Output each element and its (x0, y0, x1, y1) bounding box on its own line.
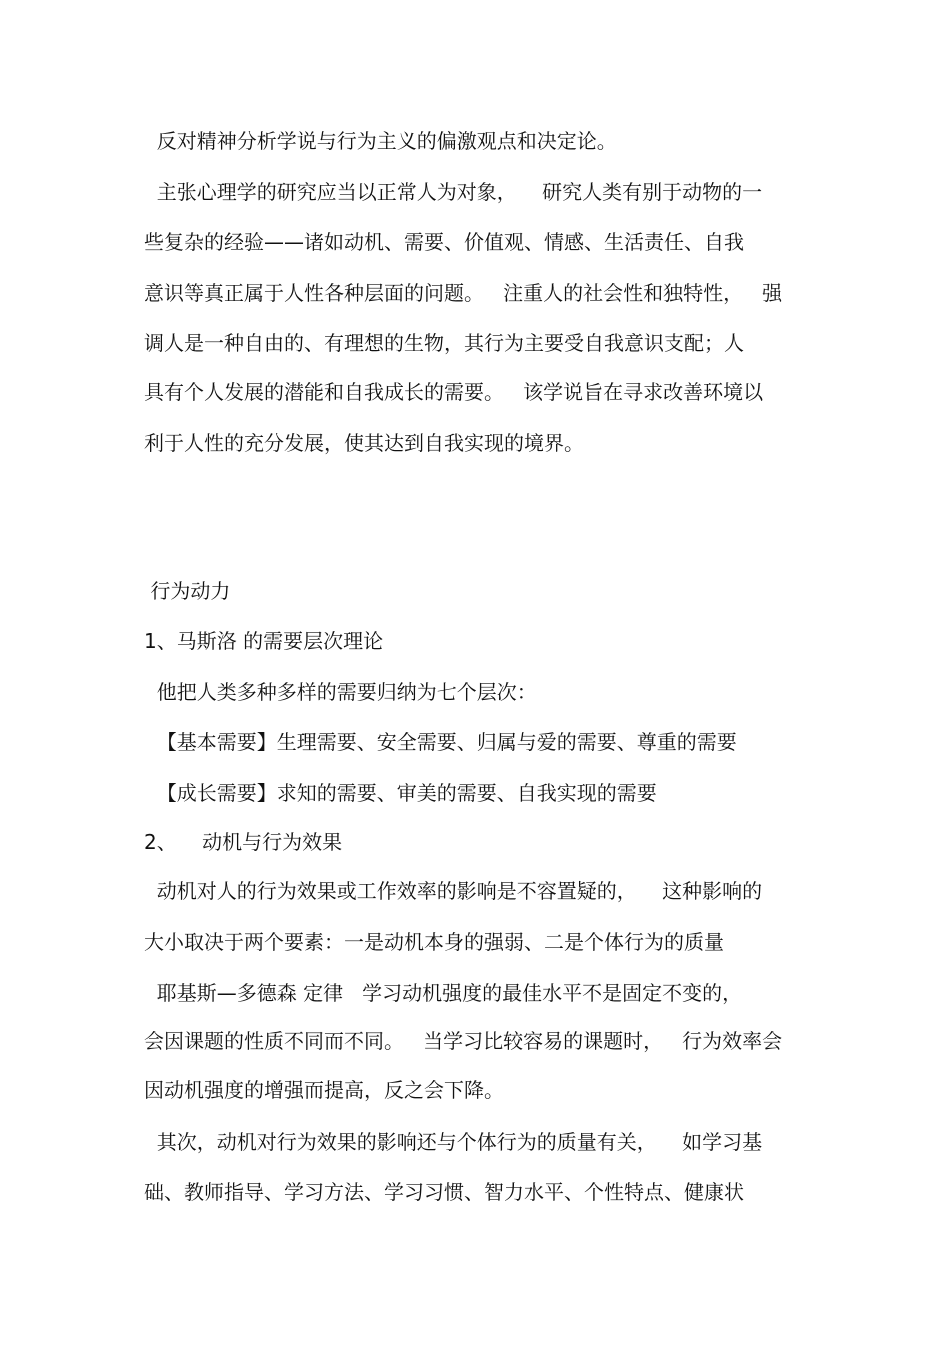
paragraph-line: 调人是一种自由的、有理想的生物，其行为主要受自我意识支配；人 (144, 331, 744, 355)
numbered-heading: 2、 动机与行为效果 (144, 830, 343, 854)
paragraph-line: 他把人类多种多样的需要归纳为七个层次： (144, 680, 537, 704)
paragraph-line: 础、教师指导、学习方法、学习习惯、智力水平、个性特点、健康状 (144, 1180, 744, 1204)
paragraph-line: 动机对人的行为效果或工作效率的影响是不容置疑的， 这种影响的 (144, 879, 763, 903)
paragraph-line: 耶基斯—多德森 定律 学习动机强度的最佳水平不是固定不变的， (144, 981, 743, 1005)
paragraph-line: 具有个人发展的潜能和自我成长的需要。 该学说旨在寻求改善环境以 (144, 380, 764, 404)
paragraph-line: 大小取决于两个要素：一是动机本身的强弱、二是个体行为的质量 (144, 930, 724, 954)
paragraph-line: 反对精神分析学说与行为主义的偏激观点和决定论。 (144, 129, 617, 153)
numbered-heading: 1、马斯洛 的需要层次理论 (144, 629, 384, 653)
paragraph-line: 因动机强度的增强而提高，反之会下降。 (144, 1078, 504, 1102)
paragraph-line: 主张心理学的研究应当以正常人为对象， 研究人类有别于动物的一 (144, 180, 763, 204)
list-item: 【基本需要】生理需要、安全需要、归属与爱的需要、尊重的需要 (144, 730, 737, 754)
paragraph-line: 利于人性的充分发展，使其达到自我实现的境界。 (144, 431, 584, 455)
paragraph-line: 其次，动机对行为效果的影响还与个体行为的质量有关， 如学习基 (144, 1130, 763, 1154)
section-heading: 行为动力 (144, 579, 231, 603)
paragraph-line: 意识等真正属于人性各种层面的问题。 注重人的社会性和独特性， 强 (144, 281, 783, 305)
paragraph-line: 会因课题的性质不同而不同。 当学习比较容易的课题时， 行为效率会 (144, 1029, 783, 1053)
list-item: 【成长需要】求知的需要、审美的需要、自我实现的需要 (144, 781, 657, 805)
paragraph-line: 些复杂的经验——诸如动机、需要、价值观、情感、生活责任、自我 (144, 230, 744, 254)
